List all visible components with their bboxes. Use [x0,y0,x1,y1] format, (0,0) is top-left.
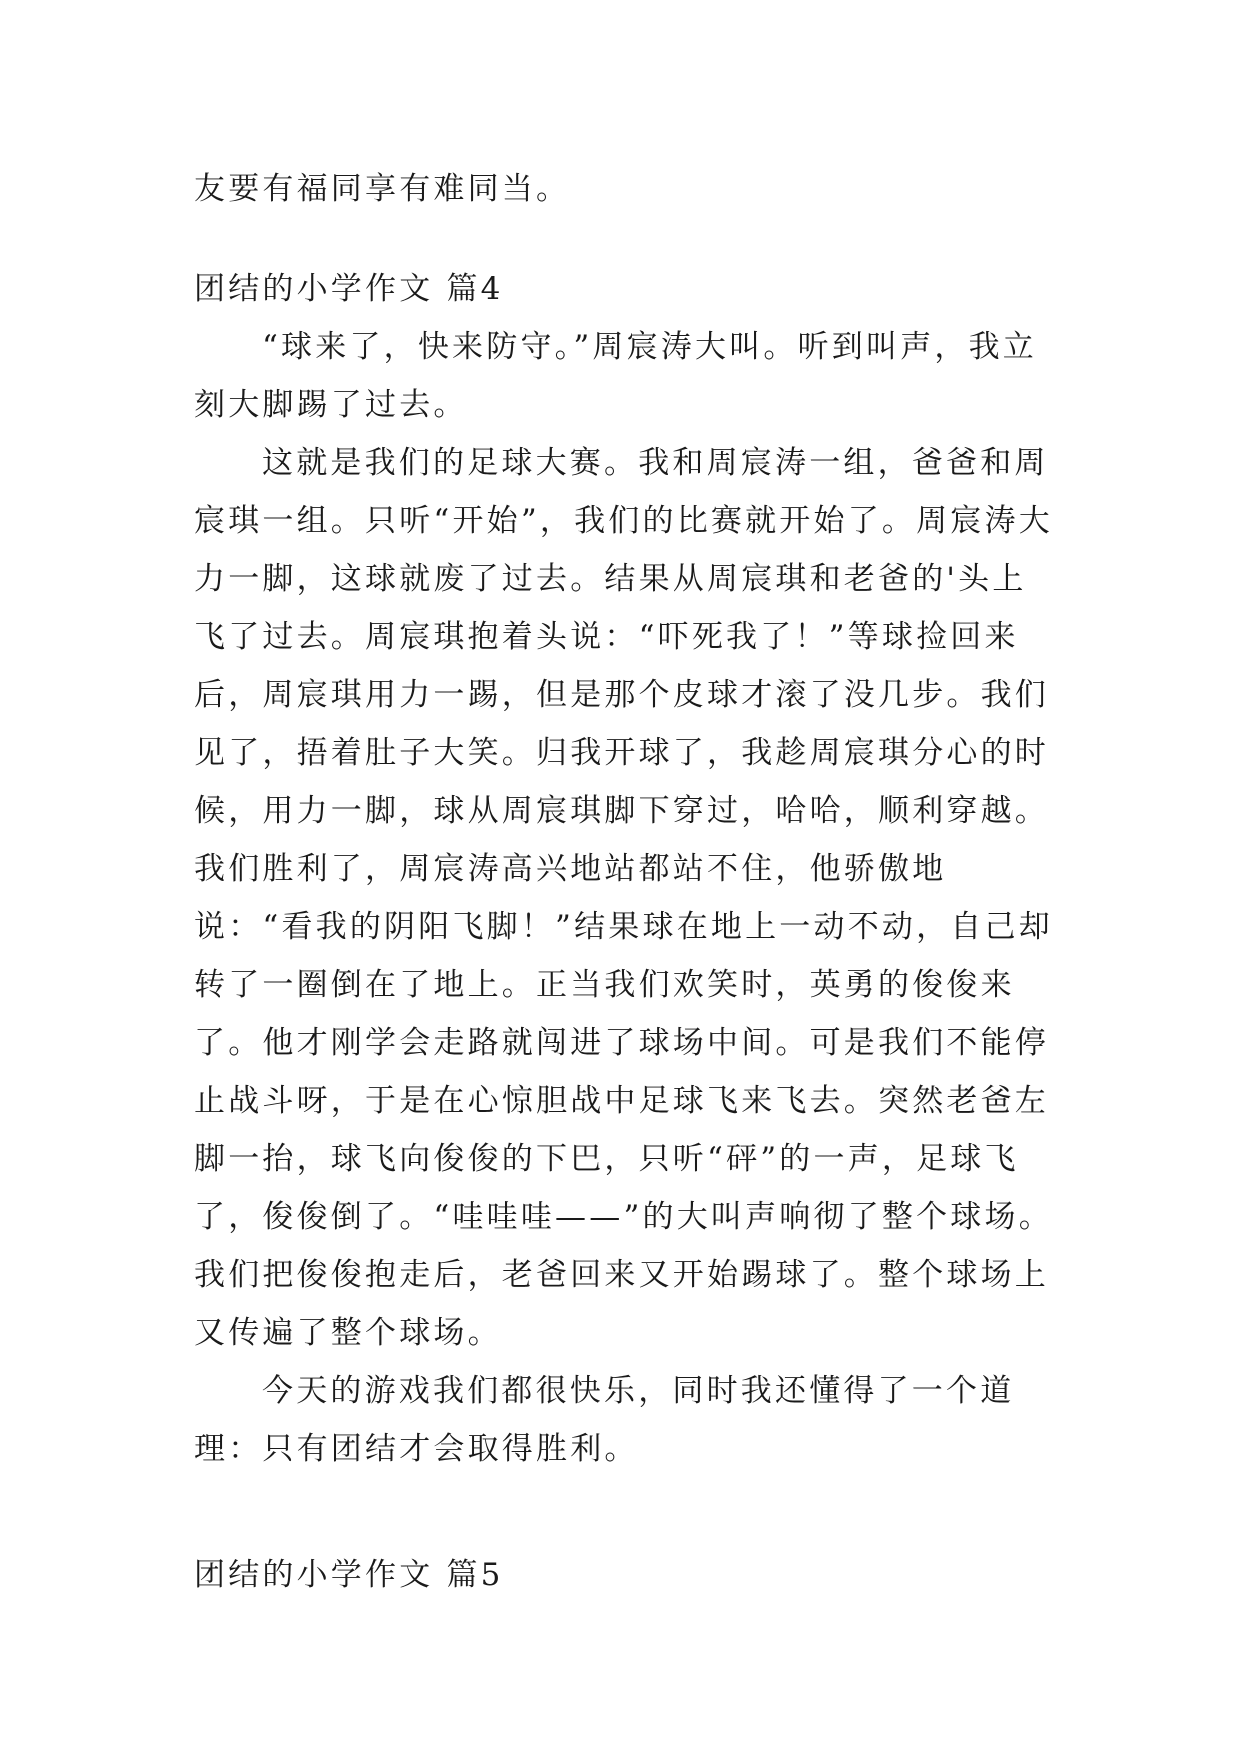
paragraph-3: 今天的游戏我们都很快乐，同时我还懂得了一个道理：只有团结才会取得胜利。 [194,1373,1015,1467]
opening-line: 友要有福同享有难同当。 [194,171,571,207]
spacer [194,218,1054,260]
paragraph-2: 这就是我们的足球大赛。我和周宸涛一组，爸爸和周宸琪一组。只听“开始”，我们的比赛就开始了。周宸涛大力一脚，这球就废了过去。结果从周宸琪和老爸的'头上飞了过去。周宸琪抱着头说：“吓死我了！”等球捡回来后，周宸琪用力一踢，但是那个皮球才滚了没几步。我们见了，捂着肚子大笑。归我开球了，我趁周宸琪分心的时候，用力一脚，球从周宸琪脚下穿过，哈哈，顺利穿越。我们胜利了，周宸涛高兴地站都站不住，他骄傲地说：“看我的阴阳飞脚！”结果球在地上一动不动，自己却转了一圈倒在了地上。正当我们欢笑时，英勇的俊俊来了。他才刚学会走路就闯进了球场中间。可是我们不能停止战斗呀，于是在心惊胆战中足球飞来飞去。突然老爸左脚一抬，球飞向俊俊的下巴，只听“砰”的一声，足球飞了，俊俊倒了。“哇哇哇——”的大叫声响彻了整个球场。我们把俊俊抱走后，老爸回来又开始踢球了。整个球场上又传遍了整个球场。 [194,445,1053,1351]
paragraph-1: “球来了，快来防守。”周宸涛大叫。听到叫声，我立刻大脚踢了过去。 [194,329,1037,423]
section-heading-5: 团结的小学作文 篇5 [194,1557,504,1593]
section-heading-4: 团结的小学作文 篇4 [194,271,504,307]
document-body [194,160,1054,1604]
spacer [194,1478,1054,1546]
